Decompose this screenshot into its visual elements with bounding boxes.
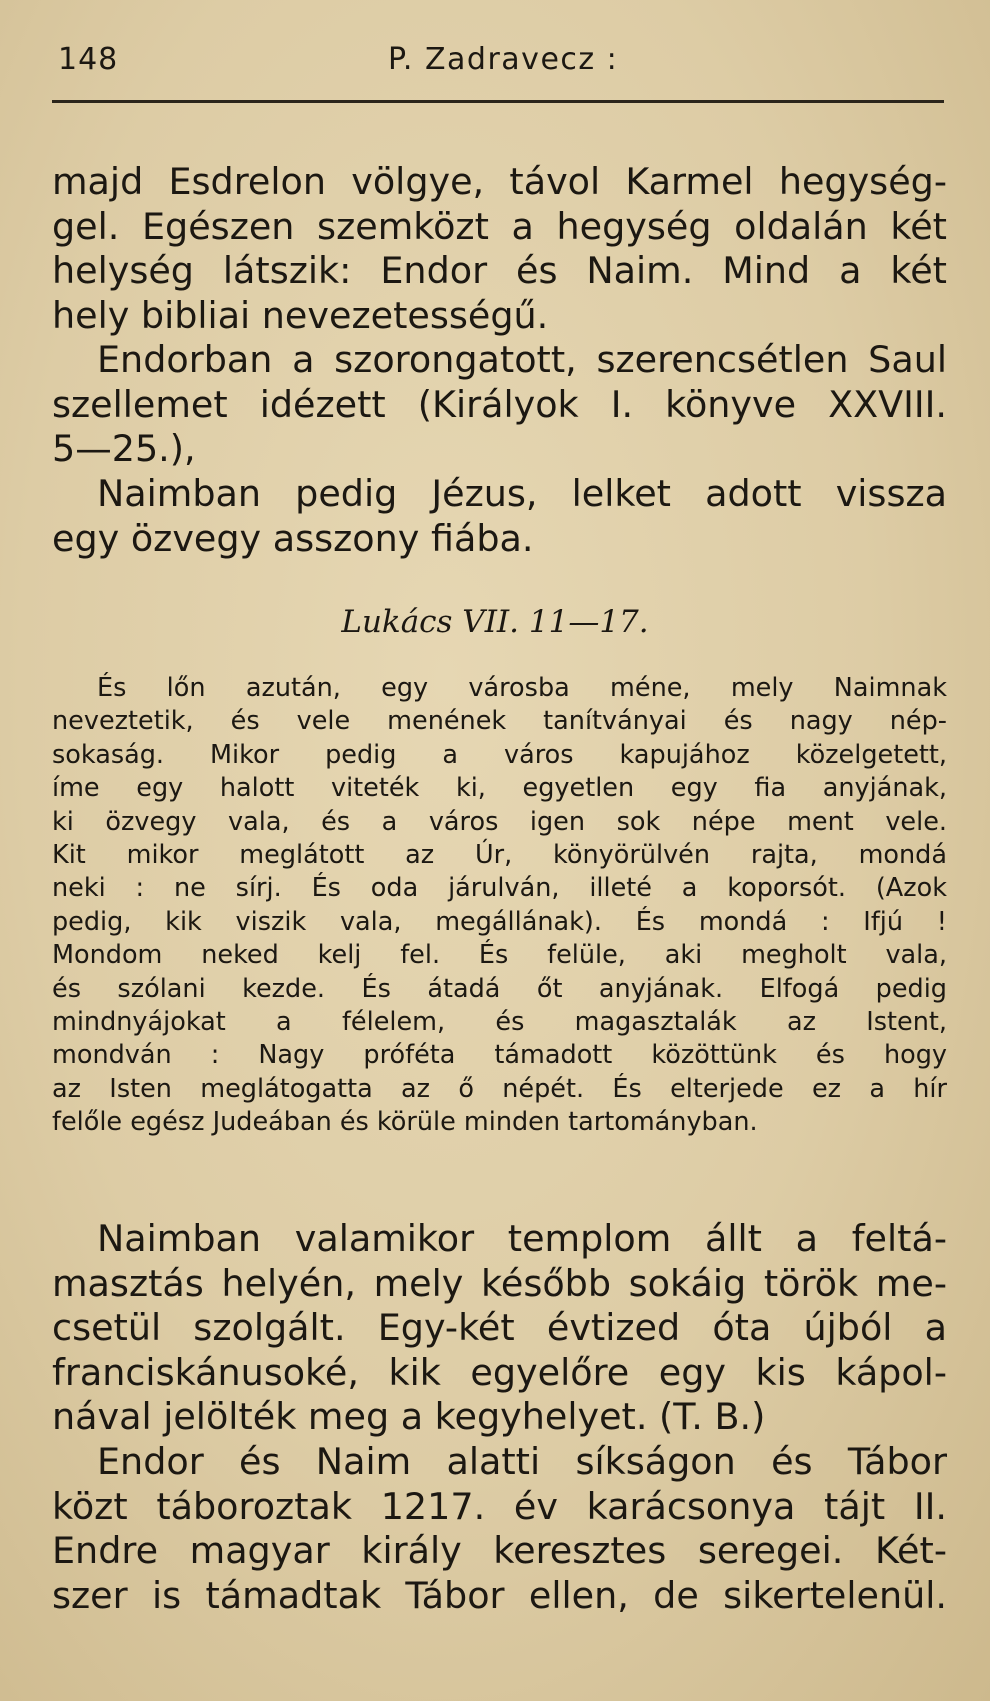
- text-line: hely bibliai nevezetességű.: [52, 293, 549, 337]
- paragraph-2: [52, 338, 947, 472]
- text-line: nával jelölték meg a kegyhelyet. (T. B.): [52, 1395, 766, 1439]
- text-line: Naimban pedig Jézus, lelket adott vissza: [97, 472, 947, 515]
- text-line: az Isten meglátogatta az ő népét. És elterjede ez a hír: [52, 1073, 947, 1104]
- text-line: Naimban valamikor templom állt a feltá-: [97, 1217, 947, 1260]
- text-line: neki : ne sírj. És oda járulván, illeté a koporsót. (Azok: [52, 873, 947, 904]
- text-line: majd Esdrelon völgye, távol Karmel hegység-: [52, 160, 947, 203]
- text-line: egy özvegy asszony fiába.: [52, 516, 534, 560]
- text-line: pedig, kik viszik vala, megállának). És mondá : Ifjú !: [52, 906, 947, 937]
- running-head: P. Zadravecz :: [388, 42, 619, 77]
- text-line: neveztetik, és vele menének tanítványai és nagy nép-: [52, 706, 947, 737]
- page-number: 148: [58, 42, 119, 77]
- text-line: felőle egész Judeában és körüle minden tartományban.: [52, 1107, 758, 1138]
- text-line: ki özvegy vala, és a város igen sok népe ment vele.: [52, 806, 947, 837]
- paragraph-3: [52, 472, 947, 561]
- text-line: íme egy halott viteték ki, egyetlen egy fia anyjának,: [52, 773, 947, 804]
- text-line: szellemet idézett (Királyok I. könyve XXVIII.: [52, 382, 947, 426]
- paragraph-4: [52, 1217, 947, 1440]
- text-line: 5—25.),: [52, 427, 196, 471]
- text-line: Endre magyar király keresztes seregei. Két-: [52, 1529, 947, 1573]
- text-line: És lőn azután, egy városba méne, mely Naimnak: [97, 673, 947, 703]
- text-line: közt táboroztak 1217. év karácsonya tájt II.: [52, 1484, 947, 1528]
- text-line: csetül szolgált. Egy-két évtized óta újból a: [52, 1306, 947, 1350]
- text-line: masztás helyén, mely később sokáig török me-: [52, 1261, 947, 1305]
- paragraph-1: [52, 160, 947, 338]
- text-line: helység látszik: Endor és Naim. Mind a két: [52, 249, 947, 293]
- header-rule: [52, 100, 944, 103]
- scripture-quote: [52, 672, 947, 1140]
- text-line: mindnyájokat a félelem, és magasztalák az Istent,: [52, 1007, 947, 1038]
- text-line: Kit mikor meglátott az Úr, könyörülvén rajta, mondá: [52, 840, 947, 871]
- page-header: [58, 42, 938, 90]
- text-line: Endorban a szorongatott, szerencsétlen Saul: [97, 338, 947, 381]
- text-line: Mondom neked kelj fel. És felüle, aki megholt vala,: [52, 940, 947, 971]
- text-line: gel. Egészen szemközt a hegység oldalán két: [52, 204, 947, 248]
- scripture-citation: Lukács VII. 11—17.: [341, 604, 649, 640]
- paragraph-5: [52, 1440, 947, 1618]
- text-line: mondván : Nagy próféta támadott közöttünk és hogy: [52, 1040, 947, 1071]
- text-line: sokaság. Mikor pedig a város kapujához közelgetett,: [52, 739, 947, 770]
- text-line: franciskánusoké, kik egyelőre egy kis kápol-: [52, 1350, 947, 1394]
- text-line: és szólani kezde. És átadá őt anyjának. Elfogá pedig: [52, 973, 947, 1004]
- text-line: szer is támadtak Tábor ellen, de sikertelenül.: [52, 1573, 947, 1617]
- text-line: Endor és Naim alatti síkságon és Tábor: [97, 1440, 947, 1483]
